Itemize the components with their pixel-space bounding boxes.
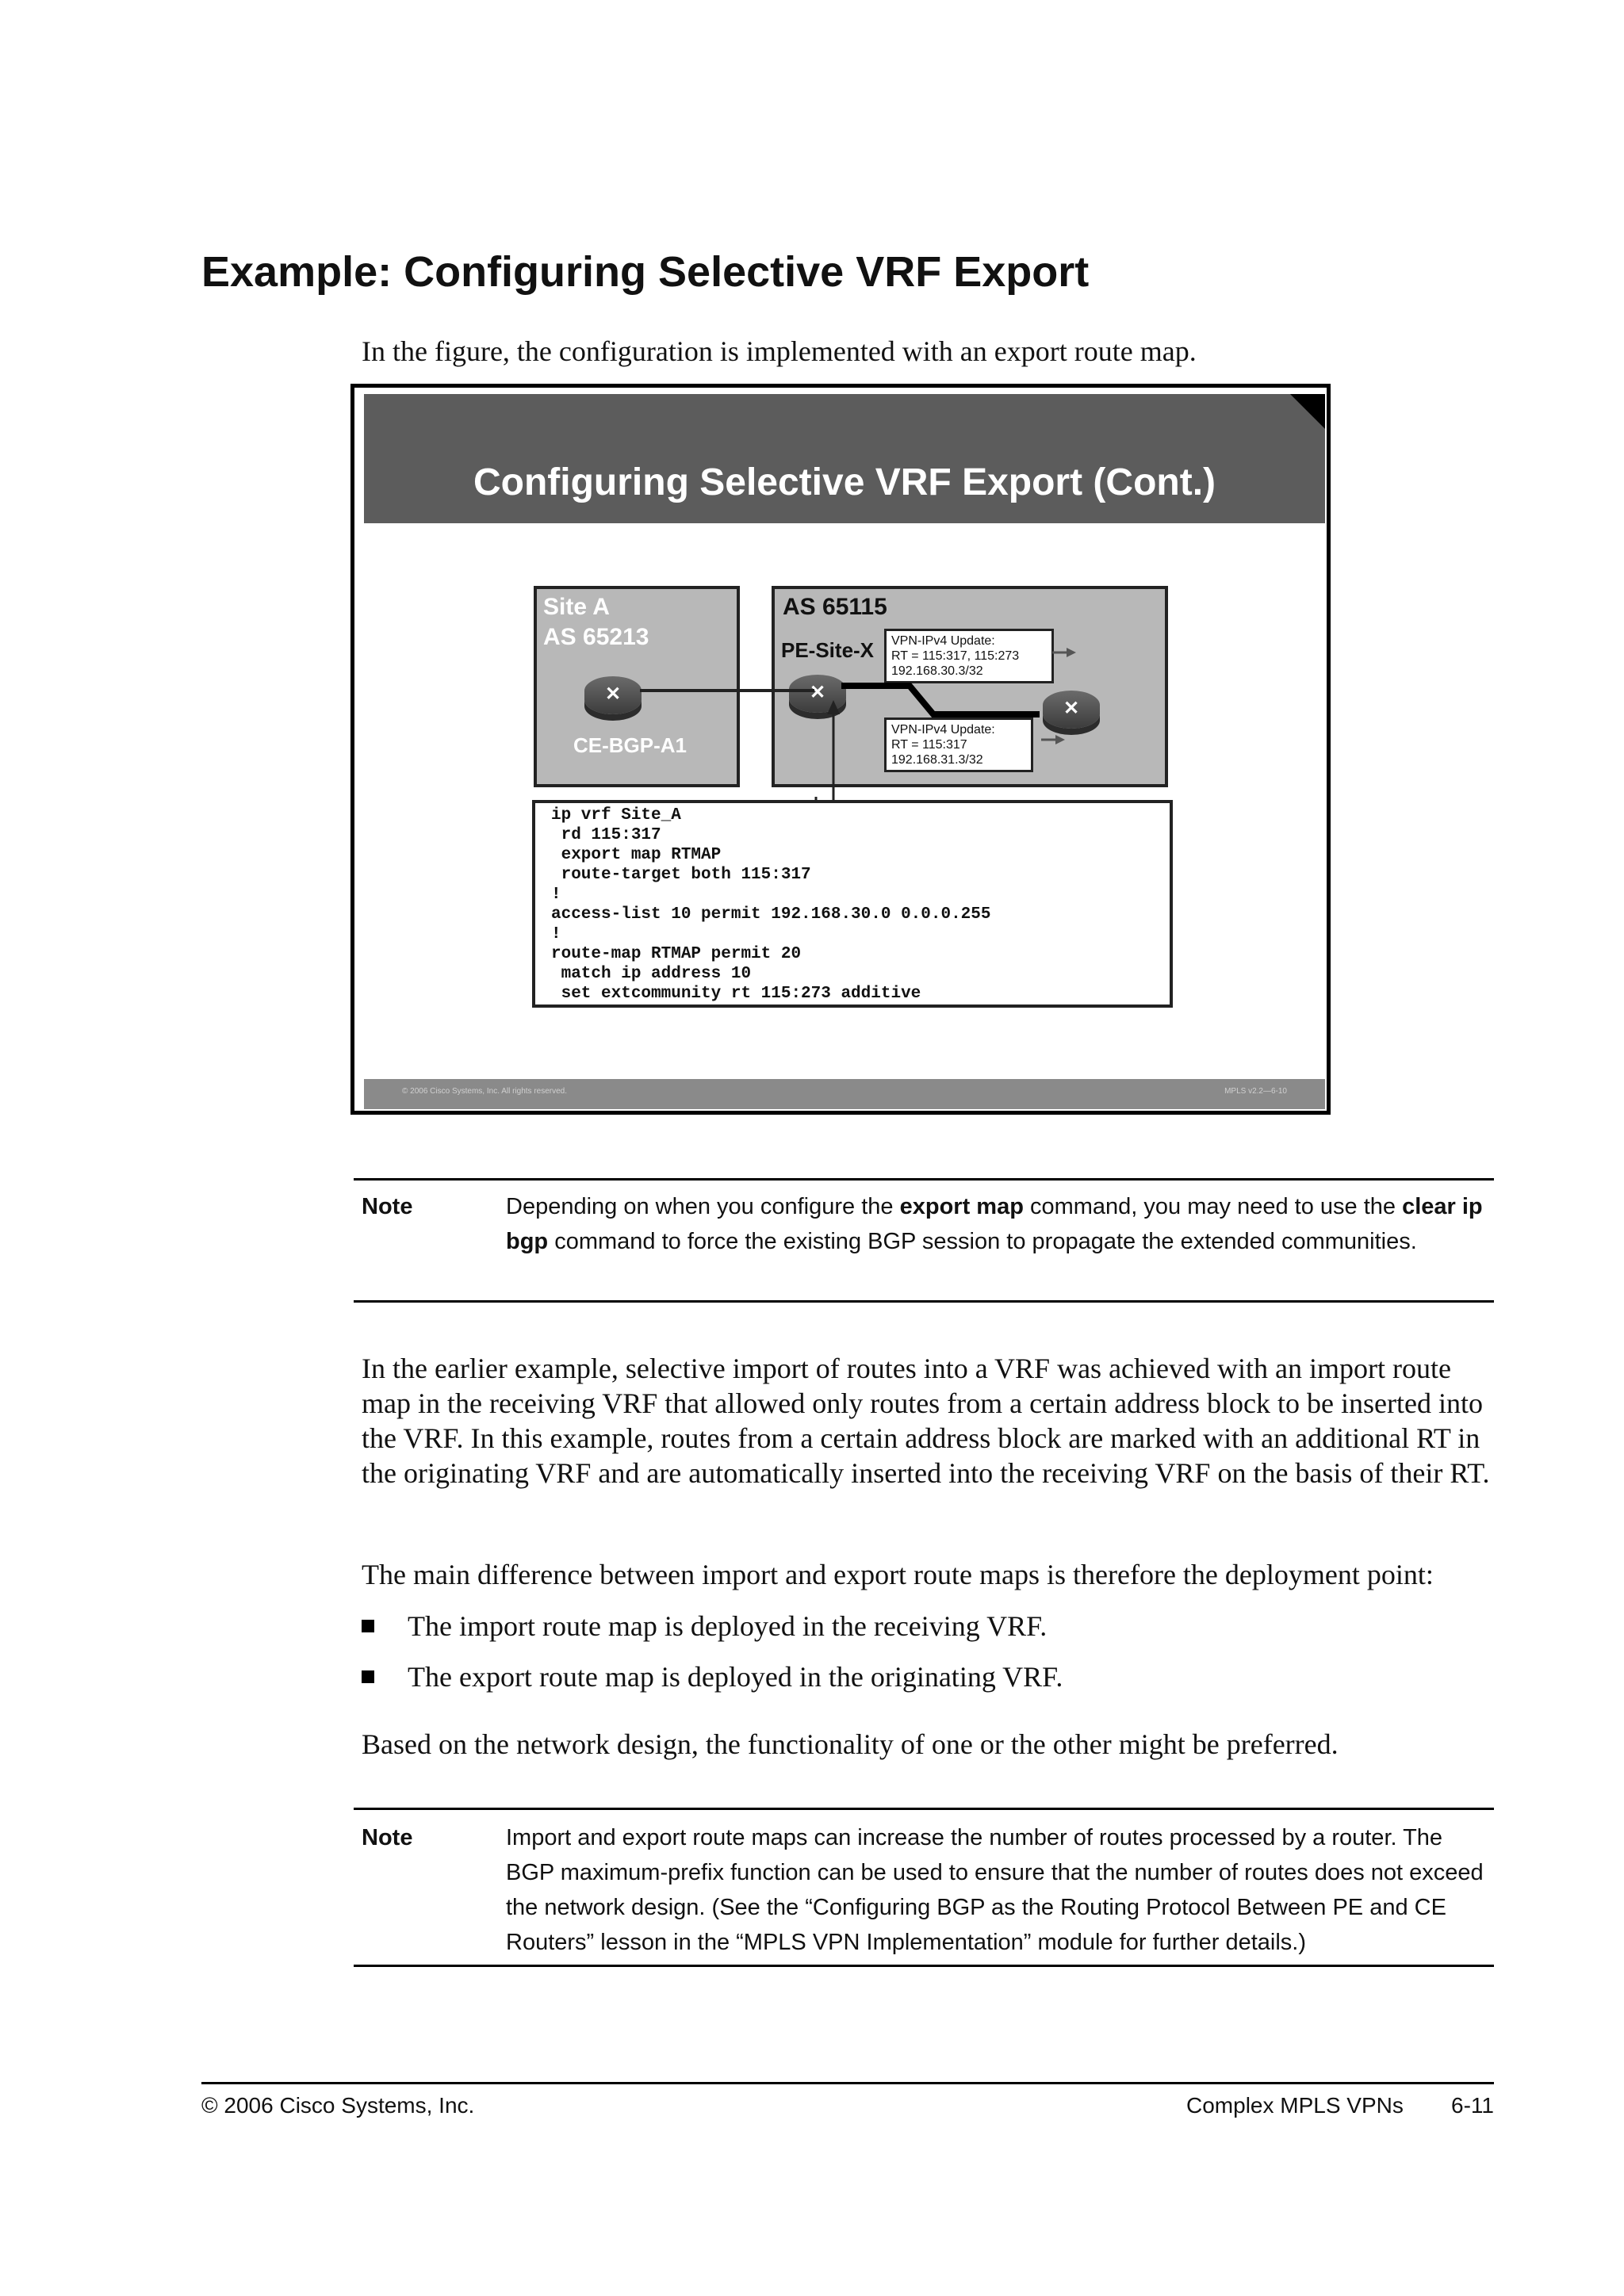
- bullet-square-icon: [362, 1620, 374, 1632]
- note-1-bottom-rule: [354, 1300, 1494, 1303]
- note-2-text: Import and export route maps can increase the number of routes processed by a router. The BGP maximum-prefix function can be used to ensure that the number of routes does not exceed the network design. (See the “Configuring BGP as the Routing Protocol Between PE and CE Routers” lesson in the “MPLS VPN Implementation” module for further details.): [506, 1825, 1484, 1955]
- note-2-bottom-rule: [354, 1965, 1494, 1967]
- footer-section-title: Complex MPLS VPNs: [1186, 2093, 1404, 2118]
- site-a-as-label: AS 65213: [543, 624, 649, 650]
- slide-version: MPLS v2.2—6-10: [1224, 1087, 1287, 1096]
- update-2-arrow-head: [1055, 735, 1065, 744]
- callout-1-line-2: RT = 115:317, 115:273: [891, 649, 1020, 663]
- intro-text: In the figure, the configuration is implemented with an export route map.: [362, 335, 1197, 367]
- pe-router-label: PE-Site-X: [781, 638, 875, 662]
- note-1-top-rule: [354, 1178, 1494, 1181]
- body-paragraph-3: Based on the network design, the functionality of one or the other might be preferred.: [362, 1728, 1339, 1760]
- note-1-text: Depending on when you configure the export map command, you may need to use the clear ip bgp command to force the existing BGP session to propagate the extended communities.: [506, 1194, 1483, 1254]
- config-arrow-head: [827, 700, 840, 714]
- body-paragraph-2: The main difference between import and export route maps is therefore the deployment point:: [362, 1559, 1434, 1590]
- config-line: ip vrf Site_A: [551, 806, 681, 825]
- config-line: match ip address 10: [551, 965, 752, 983]
- note-1-label: Note: [362, 1194, 413, 1219]
- as-label: AS 65115: [783, 594, 887, 620]
- footer-page-number: 6-11: [1451, 2093, 1494, 2118]
- callout-1-line-3: 192.168.30.3/32: [891, 664, 983, 678]
- bullet-item: The export route map is deployed in the originating VRF.: [362, 1660, 1063, 1693]
- ce-router-label: CE-BGP-A1: [573, 733, 688, 757]
- callout-2-line-3: 192.168.31.3/32: [891, 753, 983, 767]
- config-line: set extcommunity rt 115:273 additive: [551, 985, 921, 1003]
- pe-router-icon: ✕: [789, 675, 846, 713]
- callout-1-line-1: VPN-IPv4 Update:: [891, 634, 995, 648]
- config-line: rd 115:317: [551, 826, 661, 844]
- callout-2-line-2: RT = 115:317: [891, 738, 967, 752]
- remote-pe-router-icon: ✕: [1043, 691, 1100, 729]
- config-line: route-map RTMAP permit 20: [551, 945, 802, 963]
- bullet-square-icon: [362, 1670, 374, 1683]
- slide-title: Configuring Selective VRF Export (Cont.): [473, 461, 1216, 503]
- bullet-item: The import route map is deployed in the receiving VRF.: [362, 1609, 1047, 1643]
- config-line: !: [551, 925, 561, 943]
- config-line: access-list 10 permit 192.168.30.0 0.0.0.255: [551, 905, 991, 924]
- slide-footer-bar: [364, 1079, 1325, 1109]
- footer-rule: [201, 2082, 1494, 2084]
- config-line: export map RTMAP: [551, 846, 722, 864]
- config-line: !: [551, 886, 561, 904]
- ce-router-icon: ✕: [584, 676, 642, 714]
- slide-copyright: © 2006 Cisco Systems, Inc. All rights reserved.: [402, 1087, 568, 1096]
- page-heading: Example: Configuring Selective VRF Export: [201, 248, 1090, 296]
- note-2-top-rule: [354, 1808, 1494, 1810]
- note-2-label: Note: [362, 1825, 413, 1850]
- callout-2-line-1: VPN-IPv4 Update:: [891, 723, 995, 737]
- body-paragraph-1: In the earlier example, selective import of routes into a VRF was achieved with an import route map in the receiving VRF that allowed only routes from a certain address block to be inserted into the VRF. In this example, routes from a certain address block are marked with an additional RT in the originating VRF and are automatically inserted into the receiving VRF on the basis of their RT.: [362, 1353, 1490, 1489]
- config-listing: [532, 800, 1173, 1008]
- config-line: route-target both 115:317: [551, 866, 811, 884]
- slide-figure: [350, 384, 1331, 1115]
- update-1-arrow-head: [1067, 648, 1076, 657]
- footer-copyright: © 2006 Cisco Systems, Inc.: [201, 2093, 475, 2118]
- pe-pe-link: [841, 686, 1040, 714]
- site-a-label: Site A: [543, 594, 610, 620]
